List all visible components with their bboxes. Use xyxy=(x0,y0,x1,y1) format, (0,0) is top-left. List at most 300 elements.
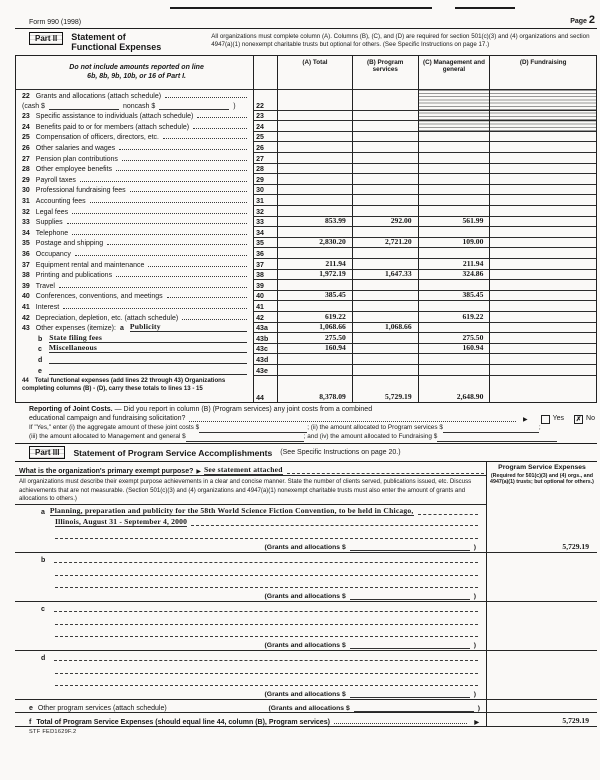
joint-costs-heading: Reporting of Joint Costs. xyxy=(29,405,113,413)
amount-a[interactable] xyxy=(277,365,352,376)
line-number-left: 38 xyxy=(22,272,30,280)
amount-d[interactable] xyxy=(489,376,596,402)
dot-leader xyxy=(193,128,247,129)
amount-c[interactable] xyxy=(418,227,490,238)
expense-row-32 xyxy=(16,206,596,217)
row-label: Other salaries and wages xyxy=(35,145,116,153)
joint-line-iv: ; and (iv) the amount allocated to Fundraising $ xyxy=(303,433,438,441)
amount-a[interactable] xyxy=(277,132,352,143)
close-paren: ) xyxy=(233,102,236,110)
row-description xyxy=(16,238,253,249)
line-number: 43a xyxy=(253,323,277,334)
item-letter: a xyxy=(119,325,124,333)
table-header-row xyxy=(16,56,596,90)
line-number: 33 xyxy=(253,217,277,228)
amount-d[interactable] xyxy=(489,142,596,153)
expense-row-43b xyxy=(16,333,596,344)
expense-row-26 xyxy=(16,142,596,153)
amount-a[interactable] xyxy=(277,185,352,196)
item-letter: c xyxy=(41,606,45,614)
joint-costs-question-2: educational campaign and fundraising solicitation? xyxy=(29,415,186,423)
itemized-expense-name: State filing fees xyxy=(49,333,103,342)
dot-leader xyxy=(107,244,247,245)
page-number: Page 2 xyxy=(570,14,595,26)
line-number: 36 xyxy=(253,248,277,259)
line-number: 25 xyxy=(253,132,277,143)
amount-a[interactable] xyxy=(277,90,352,111)
blank-line xyxy=(55,527,478,539)
item-letter: b xyxy=(38,335,43,343)
program-service-c-expense[interactable] xyxy=(487,602,597,650)
row-description xyxy=(16,90,253,111)
amount-d[interactable] xyxy=(489,111,596,122)
amount-c[interactable]: 2,648.90 xyxy=(418,376,490,402)
amount-c[interactable] xyxy=(418,164,490,175)
amount-a[interactable] xyxy=(277,354,352,365)
row-description xyxy=(16,333,253,344)
expense-row-36 xyxy=(16,248,596,259)
amount-d[interactable] xyxy=(489,259,596,270)
line-number-left: 30 xyxy=(22,187,30,195)
amount-c[interactable] xyxy=(418,206,490,217)
amount-b[interactable] xyxy=(352,185,418,196)
joint-semicolon: ; xyxy=(538,424,541,432)
line-number-left: 43 xyxy=(22,325,30,333)
part2-instructions: All organizations must complete column (A). Columns (B), (C), and (D) are required for section 501(c)(3) and (4) organizations and section 4947(a)(1) nonexempt charitable trusts but optional for others. (See Specific Instructions on page 17.) xyxy=(211,33,590,48)
part2-label: Part II xyxy=(29,32,63,45)
grants-close-paren: ) xyxy=(477,705,480,713)
line-number: 26 xyxy=(253,142,277,153)
management-amount-field[interactable] xyxy=(186,434,304,442)
row-label: Other employee benefits xyxy=(35,166,113,174)
part3-label: Part III xyxy=(29,446,65,459)
amount-d[interactable] xyxy=(489,174,596,185)
line-number: 27 xyxy=(253,153,277,164)
blank-line[interactable] xyxy=(55,576,478,588)
row-description xyxy=(16,291,253,302)
no-label: No xyxy=(586,415,595,423)
noncash-amount-field[interactable] xyxy=(159,102,229,110)
grants-allocations-label: (Grants and allocations $ xyxy=(268,705,350,713)
amount-b[interactable] xyxy=(352,291,418,302)
dot-leader xyxy=(122,160,247,161)
amount-d[interactable] xyxy=(489,153,596,164)
line-number-left: 39 xyxy=(22,282,30,290)
expense-row-29 xyxy=(16,174,596,185)
expense-row-39 xyxy=(16,280,596,291)
total-program-service-expense[interactable]: 5,729.19 xyxy=(562,716,589,726)
amount-c[interactable] xyxy=(418,90,490,111)
amount-d[interactable] xyxy=(489,238,596,249)
checkbox-yes[interactable] xyxy=(541,415,550,424)
part2-title: Statement of Functional Expenses xyxy=(71,32,162,53)
program-service-b xyxy=(15,552,597,602)
amount-d[interactable] xyxy=(489,301,596,312)
amount-c[interactable]: 385.45 xyxy=(418,291,490,302)
blank-line[interactable] xyxy=(55,674,478,686)
amount-c[interactable] xyxy=(418,185,490,196)
cash-amount-field[interactable] xyxy=(49,102,119,110)
line-number-left: 28 xyxy=(22,166,30,174)
amount-d[interactable] xyxy=(489,291,596,302)
dot-leader xyxy=(119,149,247,150)
amount-d[interactable] xyxy=(489,270,596,281)
amount-c[interactable] xyxy=(418,280,490,291)
dot-leader xyxy=(130,191,247,192)
row-label: Specific assistance to individuals (attach schedule) xyxy=(35,113,194,121)
form-footer-code: STF FED1629F.2 xyxy=(29,729,77,736)
item-letter: a xyxy=(41,509,45,517)
row-description xyxy=(16,365,253,376)
amount-b[interactable] xyxy=(352,344,418,355)
amount-b[interactable] xyxy=(352,365,418,376)
itemized-expense-field[interactable] xyxy=(49,344,247,354)
amount-a[interactable]: 275.50 xyxy=(277,333,352,344)
purpose-answer[interactable]: See statement attached xyxy=(204,465,283,475)
row-label: Supplies xyxy=(35,219,63,227)
amount-b[interactable] xyxy=(352,90,418,111)
row-label: Telephone xyxy=(35,229,69,237)
amount-b[interactable] xyxy=(352,333,418,344)
joint-costs-amount-field[interactable] xyxy=(199,425,307,433)
amount-c[interactable] xyxy=(418,142,490,153)
row-description xyxy=(16,301,253,312)
dot-leader xyxy=(63,308,247,309)
amount-a[interactable]: 160.94 xyxy=(277,344,352,355)
amount-b[interactable] xyxy=(352,312,418,323)
amount-c[interactable]: 109.00 xyxy=(418,238,490,249)
dot-leader xyxy=(182,319,247,320)
line-number-left: 26 xyxy=(22,145,30,153)
line-number-left: 29 xyxy=(22,176,30,184)
amount-a[interactable]: 8,378.09 xyxy=(277,376,352,402)
amount-a[interactable]: 853.99 xyxy=(277,217,352,228)
amount-b[interactable] xyxy=(352,111,418,122)
amount-c[interactable]: 619.22 xyxy=(418,312,490,323)
amount-c[interactable] xyxy=(418,301,490,312)
amount-a[interactable]: 1,068.66 xyxy=(277,323,352,334)
line-number-left: 32 xyxy=(22,208,30,216)
row-label-line1: Total functional expenses (add lines 22 through 43) Organizations xyxy=(34,376,226,384)
itemized-expense-field[interactable] xyxy=(49,374,247,375)
amount-c[interactable] xyxy=(418,248,490,259)
dot-leader xyxy=(67,223,248,224)
expense-row-24 xyxy=(16,121,596,132)
amount-d[interactable] xyxy=(489,354,596,365)
amount-d[interactable] xyxy=(489,206,596,217)
amount-c[interactable] xyxy=(418,195,490,206)
blank-line[interactable] xyxy=(55,662,478,674)
line-number: 22 xyxy=(253,90,277,111)
yes-label: Yes xyxy=(552,415,565,423)
amount-b[interactable] xyxy=(352,259,418,270)
row-label: Printing and publications xyxy=(35,272,113,280)
amount-a[interactable] xyxy=(277,206,352,217)
arrow-icon: ▶ xyxy=(523,416,528,423)
itemized-expense-field[interactable] xyxy=(49,333,247,343)
dot-leader xyxy=(80,181,247,182)
row-description xyxy=(16,121,253,132)
program-service-d-expense[interactable] xyxy=(487,651,597,699)
amount-b[interactable] xyxy=(352,206,418,217)
expense-row-34 xyxy=(16,227,596,238)
blank-line[interactable] xyxy=(55,625,478,637)
amount-a[interactable]: 211.94 xyxy=(277,259,352,270)
amount-b[interactable]: 1,068.66 xyxy=(352,323,418,334)
amount-c[interactable] xyxy=(418,111,490,122)
item-a-text-2[interactable]: Illinois, August 31 - September 4, 2000 xyxy=(55,517,188,527)
expense-row-41 xyxy=(16,301,596,312)
amount-b[interactable] xyxy=(352,142,418,153)
dot-leader xyxy=(72,213,247,214)
line-number-left: 33 xyxy=(22,219,30,227)
expense-row-43d xyxy=(16,354,596,365)
expense-row-44 xyxy=(16,376,596,402)
line-number-left: 36 xyxy=(22,251,30,258)
fundraising-amount-field[interactable] xyxy=(437,434,557,442)
amount-d[interactable] xyxy=(489,132,596,143)
row-label: Other expenses (itemize): xyxy=(35,325,116,333)
expense-row-28 xyxy=(16,164,596,175)
program-service-a-expense[interactable]: 5,729.19 xyxy=(562,542,589,552)
itemized-expense-name: Publicity xyxy=(129,322,161,332)
row-label: Travel xyxy=(35,282,55,290)
row-description xyxy=(16,164,253,175)
line-number: 40 xyxy=(253,291,277,302)
dot-leader xyxy=(90,202,248,203)
amount-b[interactable] xyxy=(352,354,418,365)
line-number-left: 25 xyxy=(22,134,30,142)
amount-a[interactable]: 1,972.19 xyxy=(277,270,352,281)
line-number: 35 xyxy=(253,238,277,249)
amount-a[interactable] xyxy=(277,174,352,185)
row-label: Legal fees xyxy=(35,208,69,216)
amount-b[interactable] xyxy=(352,174,418,185)
blank-line[interactable] xyxy=(54,611,478,612)
row-label: Interest xyxy=(35,303,60,311)
grants-amount-field[interactable] xyxy=(350,641,470,649)
amount-c[interactable]: 160.94 xyxy=(418,344,490,355)
amount-c[interactable]: 211.94 xyxy=(418,259,490,270)
blank-line[interactable] xyxy=(55,613,478,625)
amount-d[interactable] xyxy=(489,280,596,291)
column-note: Do not include amounts reported on line 6b, 8b, 9b, 10b, or 16 of Part I. xyxy=(16,56,253,90)
item-letter: b xyxy=(41,557,46,565)
row-description xyxy=(16,153,253,164)
amount-c[interactable]: 324.86 xyxy=(418,270,490,281)
row-description xyxy=(16,227,253,238)
row-description xyxy=(16,174,253,185)
dot-leader xyxy=(165,97,247,98)
amount-d[interactable] xyxy=(489,248,596,259)
row-description xyxy=(16,217,253,228)
amount-b[interactable] xyxy=(352,132,418,143)
amount-c[interactable]: 561.99 xyxy=(418,217,490,228)
line-number-left: 34 xyxy=(22,229,30,237)
amount-b[interactable] xyxy=(352,227,418,238)
line-number-left: 24 xyxy=(22,123,30,131)
blank-line[interactable] xyxy=(54,660,478,661)
part3-main-column xyxy=(15,462,486,552)
grants-amount-field[interactable] xyxy=(350,543,470,551)
amount-a[interactable] xyxy=(277,248,352,259)
row-description xyxy=(16,323,253,334)
noncash-label: noncash $ xyxy=(122,102,156,110)
amount-b[interactable]: 2,721.20 xyxy=(352,238,418,249)
part3-body xyxy=(15,462,597,552)
row-description xyxy=(16,259,253,270)
row-description xyxy=(16,142,253,153)
row-description xyxy=(16,206,253,217)
expense-row-42 xyxy=(16,312,596,323)
line-number-left: 31 xyxy=(22,198,30,206)
row-label: Occupancy xyxy=(35,251,71,258)
expense-row-38 xyxy=(16,270,596,281)
amount-d[interactable] xyxy=(489,333,596,344)
amount-a[interactable] xyxy=(277,164,352,175)
itemized-expense-field[interactable] xyxy=(49,363,247,364)
amount-b[interactable] xyxy=(352,164,418,175)
row-description xyxy=(16,280,253,291)
amount-a[interactable]: 385.45 xyxy=(277,291,352,302)
expense-row-33 xyxy=(16,217,596,228)
item-letter: d xyxy=(38,356,43,364)
row-description xyxy=(16,270,253,281)
item-letter: c xyxy=(38,346,42,354)
grants-amount-field[interactable] xyxy=(350,690,470,698)
expense-row-35 xyxy=(16,238,596,249)
line-number: 43c xyxy=(253,344,277,355)
row-label: Equipment rental and maintenance xyxy=(35,261,145,269)
program-services-amount-field[interactable] xyxy=(443,425,539,433)
expense-row-31 xyxy=(16,195,596,206)
blank-line[interactable] xyxy=(55,564,478,576)
amount-c[interactable]: 275.50 xyxy=(418,333,490,344)
blank-line xyxy=(191,525,478,526)
amount-b[interactable] xyxy=(352,301,418,312)
other-program-services-label: Other program services (attach schedule) xyxy=(37,705,167,713)
grants-amount-field[interactable] xyxy=(354,704,474,712)
expense-row-43a xyxy=(16,323,596,334)
row-label: Accounting fees xyxy=(35,198,86,206)
column-header-d: (D) Fundraising xyxy=(489,56,596,90)
amount-d[interactable] xyxy=(489,121,596,132)
dot-leader xyxy=(116,170,247,171)
line-number-left: 23 xyxy=(22,113,30,121)
amount-c[interactable] xyxy=(418,153,490,164)
line-number: 28 xyxy=(253,164,277,175)
dot-leader xyxy=(59,287,247,288)
amount-c[interactable] xyxy=(418,323,490,334)
line-number: 37 xyxy=(253,259,277,270)
line-number: 42 xyxy=(253,312,277,323)
amount-d[interactable] xyxy=(489,164,596,175)
line-number-left: 41 xyxy=(22,303,30,311)
amount-b[interactable] xyxy=(352,195,418,206)
amount-d[interactable] xyxy=(489,217,596,228)
amount-a[interactable] xyxy=(277,121,352,132)
amount-b[interactable] xyxy=(352,280,418,291)
amount-b[interactable]: 5,729.19 xyxy=(352,376,418,402)
dot-leader xyxy=(163,138,247,139)
itemized-expense-field[interactable] xyxy=(130,323,247,333)
grants-amount-field[interactable] xyxy=(350,592,470,600)
row-description xyxy=(16,111,253,122)
amount-c[interactable] xyxy=(418,132,490,143)
column-header-c: (C) Management and general xyxy=(418,56,490,90)
checkbox-no[interactable]: ✗ xyxy=(575,416,582,424)
dot-leader xyxy=(334,723,467,724)
amount-b[interactable]: 1,647.33 xyxy=(352,270,418,281)
total-program-service-row xyxy=(15,713,597,727)
amount-d[interactable] xyxy=(489,344,596,355)
amount-a[interactable] xyxy=(277,280,352,291)
expense-row-43c xyxy=(16,344,596,355)
amount-a[interactable] xyxy=(277,111,352,122)
amount-b[interactable] xyxy=(352,153,418,164)
line-number-left: 27 xyxy=(22,155,30,163)
amount-c[interactable] xyxy=(418,174,490,185)
cash-label: (cash $ xyxy=(22,102,45,110)
amount-d[interactable] xyxy=(489,195,596,206)
line-number: 31 xyxy=(253,195,277,206)
row-description xyxy=(16,376,253,402)
grants-close-paren: ) xyxy=(473,691,476,699)
amount-a[interactable] xyxy=(277,227,352,238)
grants-close-paren: ) xyxy=(473,642,476,650)
amount-a[interactable] xyxy=(277,142,352,153)
amount-c[interactable] xyxy=(418,354,490,365)
amount-c[interactable] xyxy=(418,365,490,376)
amount-a[interactable]: 2,830.20 xyxy=(277,238,352,249)
dot-leader xyxy=(167,297,248,298)
blank-line xyxy=(287,473,484,474)
amount-a[interactable] xyxy=(277,301,352,312)
line-number: 32 xyxy=(253,206,277,217)
amount-d[interactable] xyxy=(489,185,596,196)
amount-c[interactable] xyxy=(418,121,490,132)
row-description xyxy=(16,185,253,196)
amount-d[interactable] xyxy=(489,323,596,334)
line-number-left: 37 xyxy=(22,261,30,269)
amount-b[interactable] xyxy=(352,248,418,259)
amount-a[interactable] xyxy=(277,153,352,164)
line-number-left: 40 xyxy=(22,293,30,301)
item-a-text-1[interactable]: Planning, preparation and publicity for the 58th World Science Fiction Convention, to be held in Chicago, xyxy=(49,506,414,516)
amount-d[interactable] xyxy=(489,227,596,238)
blank-line[interactable] xyxy=(54,562,478,563)
amount-a[interactable]: 619.22 xyxy=(277,312,352,323)
purpose-question: What is the organization's primary exempt purpose? xyxy=(19,468,194,476)
amount-d[interactable] xyxy=(489,365,596,376)
amount-b[interactable] xyxy=(352,121,418,132)
dot-leader xyxy=(72,234,247,235)
amount-a[interactable] xyxy=(277,195,352,206)
grants-close-paren: ) xyxy=(473,593,476,601)
line-number: 43d xyxy=(253,354,277,365)
itemized-expense-name: Miscellaneous xyxy=(48,343,98,353)
amount-d[interactable] xyxy=(489,312,596,323)
program-service-a xyxy=(15,505,486,552)
dot-leader xyxy=(189,421,516,422)
amount-d[interactable] xyxy=(489,90,596,111)
row-label: Compensation of officers, directors, etc. xyxy=(35,134,160,142)
grants-allocations-label: (Grants and allocations $ xyxy=(264,642,346,650)
program-service-b-expense[interactable] xyxy=(487,553,597,601)
amount-b[interactable]: 292.00 xyxy=(352,217,418,228)
line-number-left: 42 xyxy=(22,314,30,322)
line-number-left: 44 xyxy=(22,376,29,384)
